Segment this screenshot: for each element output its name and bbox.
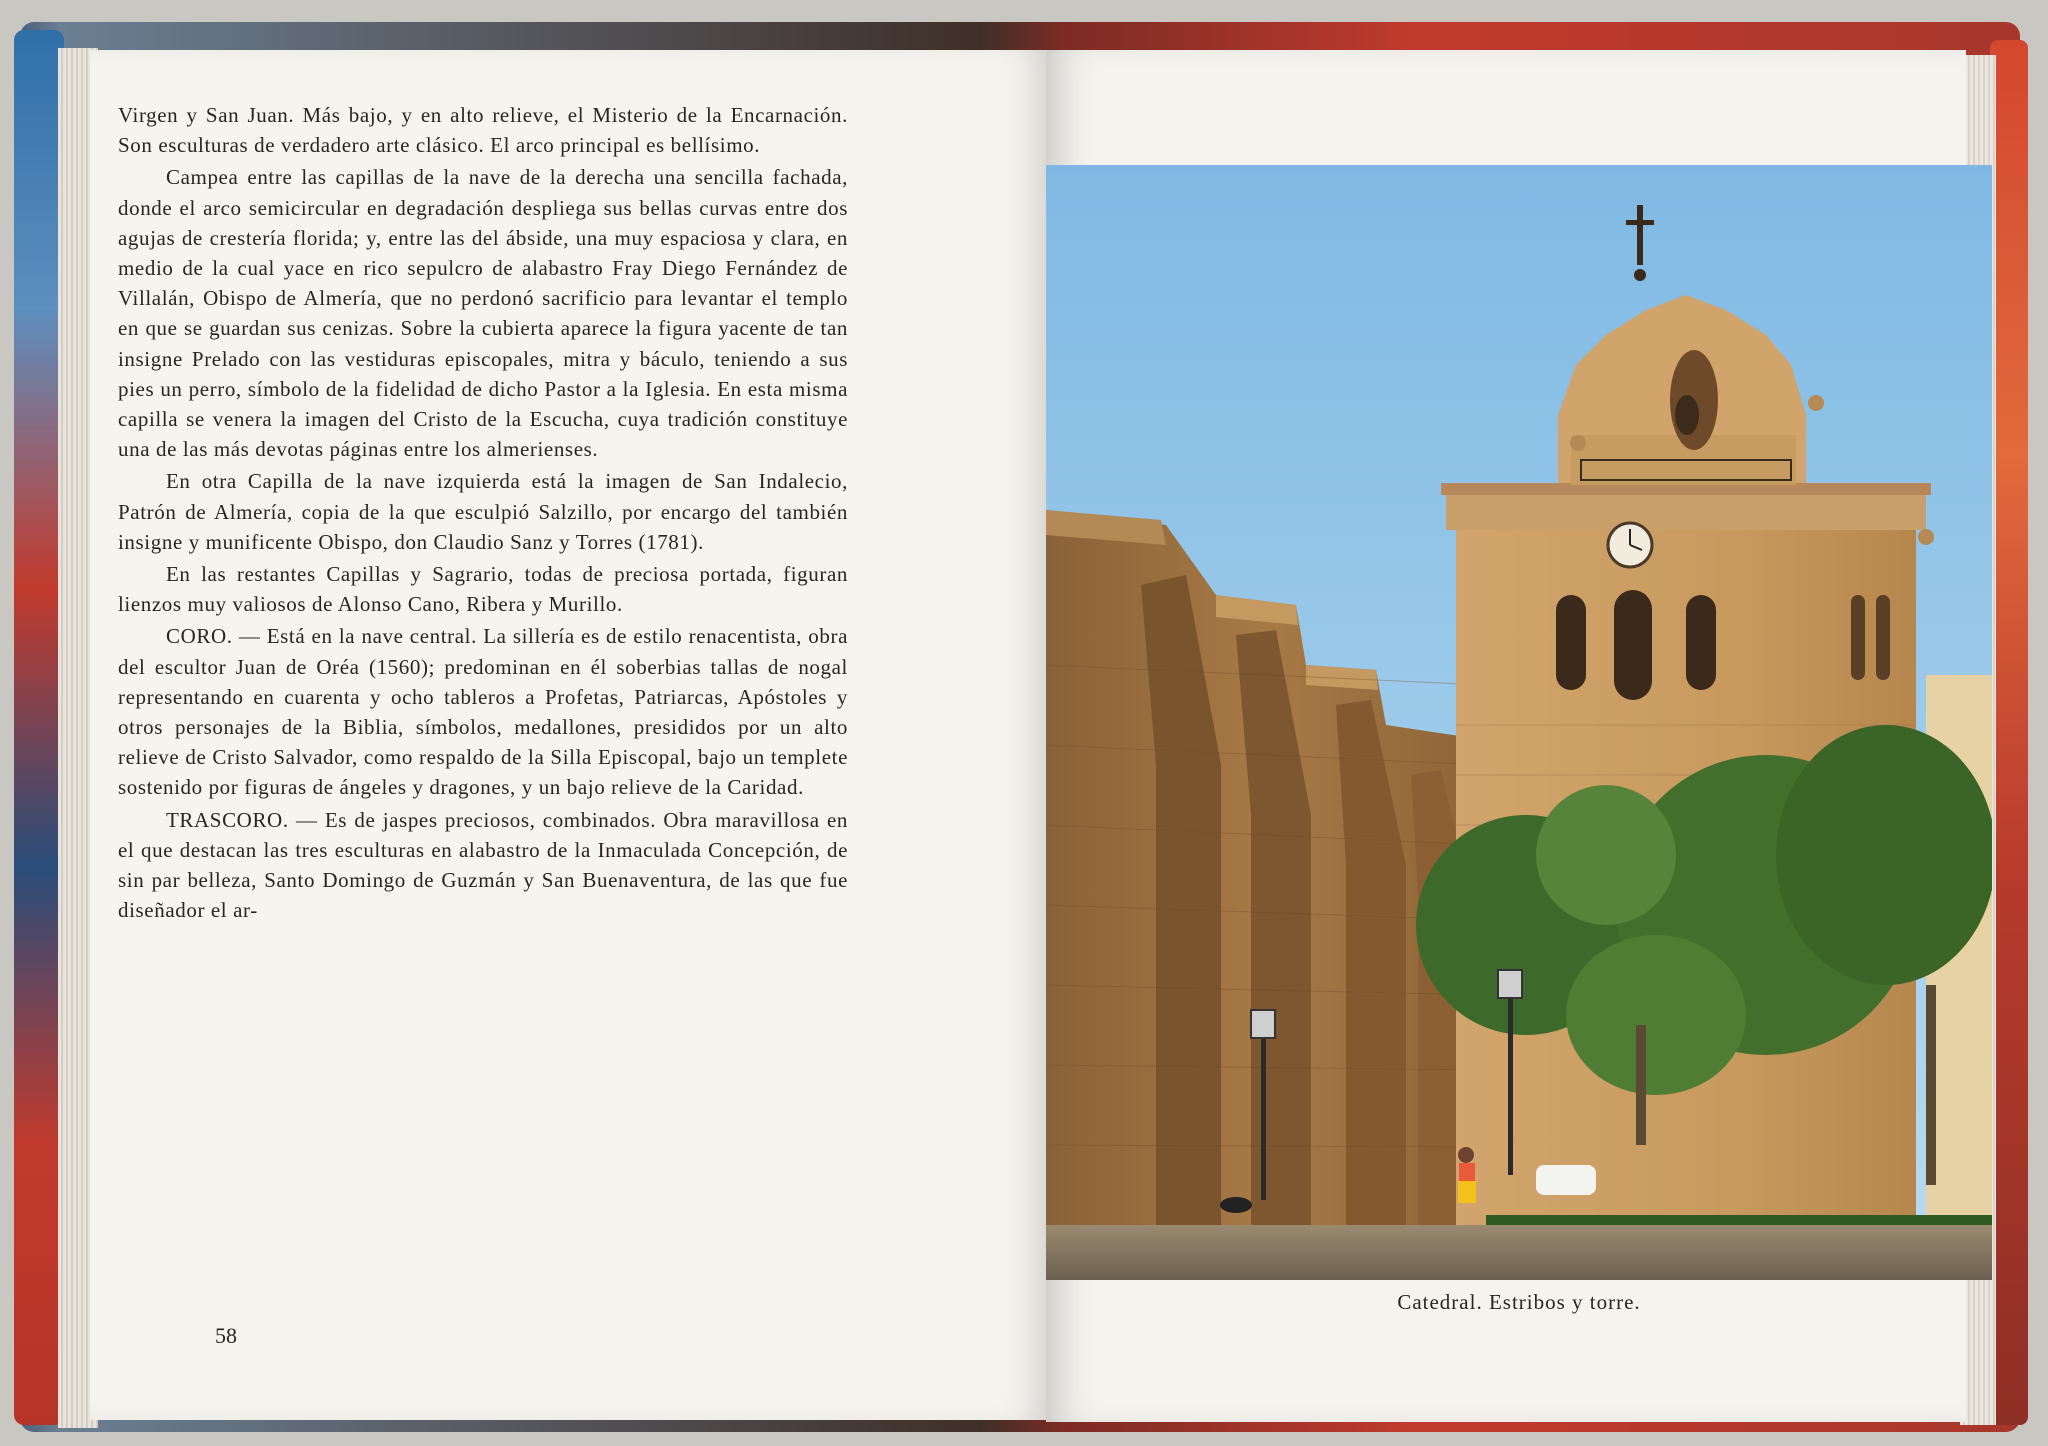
paragraph: Campea entre las capillas de la nave de la derecha una sencilla fachada, donde el arco semicircular en degradación despliega sus bellas curvas entre dos agujas de crestería florida; y, entre las del ábside, una muy espaciosa y clara, en medio de la cual yace en rico sepulcro de alabastro Fray Diego Fernández de Villalán, Obispo de Almería, que no perdonó sacrificio para levantar el templo en que se guardan sus cenizas. Sobre la cubierta aparece la figura yacente de tan insigne Prelado con las vestiduras episcopales, mitra y báculo, teniendo a sus pies un perro, símbolo de la fidelidad de dicho Pastor a la Iglesia. En esta misma capilla se venera la imagen del Cristo de la Escucha, cuya tradición constituye una de las más devotas páginas entre los almerienses. (118, 165, 848, 462)
paragraph: CORO. — Está en la nave central. La sillería es de estilo renacentista, obra del escultor Juan de Oréa (1560); predominan en él soberbias tallas de nogal representando en cuarenta y ocho tableros a Profetas, Patriarcas, Apóstoles y otros personajes de la Biblia, símbolos, medallones, presididos por un alto relieve de Cristo Salvador, como respaldo de la Silla Episcopal, bajo un templete sostenido por figuras de ángeles y dragones, y un bajo relieve de la Caridad. (118, 624, 848, 800)
cathedral-photo (1046, 165, 1992, 1280)
photo-caption: Catedral. Estribos y torre. (1397, 1290, 1641, 1314)
paragraph: En otra Capilla de la nave izquierda está la imagen de San Indalecio, Patrón de Almería, copia de la que esculpió Salzillo, por encargo del también insigne y munificente Obispo, don Claudio Sanz y Torres (1781). (118, 469, 848, 554)
cover-left-edge (14, 30, 64, 1425)
page-number: 58 (215, 1323, 237, 1348)
paragraph: Virgen y San Juan. Más bajo, y en alto relieve, el Misterio de la Encarnación. Son esculturas de verdadero arte clásico. El arco principal es bellísimo. (118, 103, 848, 158)
body-text (118, 100, 848, 925)
paragraph: En las restantes Capillas y Sagrario, todas de preciosa portada, figuran lienzos muy valiosos de Alonso Cano, Ribera y Murillo. (118, 562, 848, 617)
paragraph: TRASCORO. — Es de jaspes preciosos, combinados. Obra maravillosa en el que destacan las tres esculturas en alabastro de la Inmaculada Concepción, de sin par belleza, Santo Domingo de Guzmán y San Buenaventura, de las que fue diseñador el ar- (118, 807, 848, 923)
